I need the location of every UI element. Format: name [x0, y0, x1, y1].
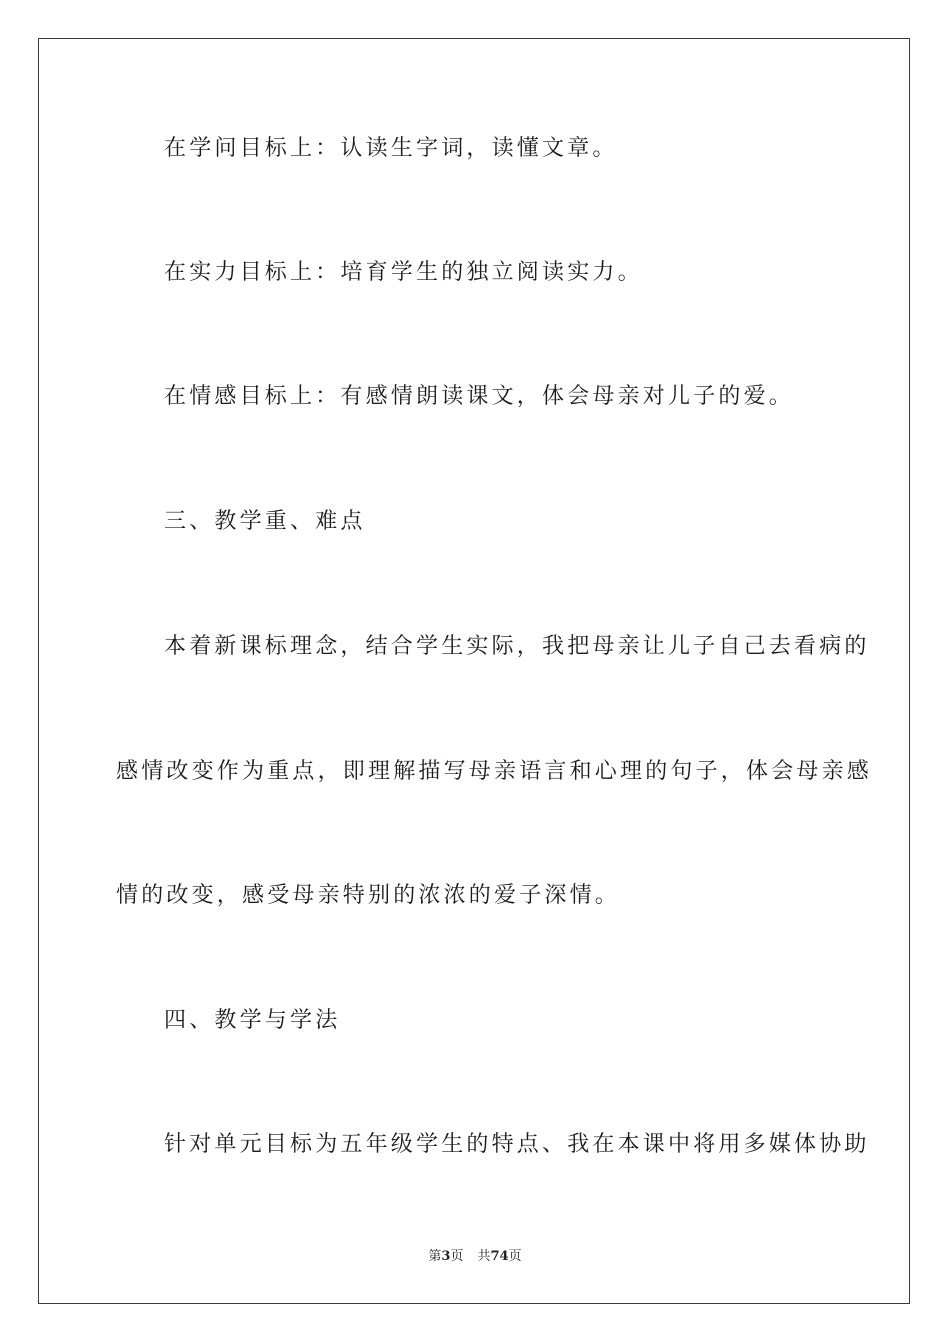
page-footer	[0, 1248, 950, 1266]
paragraph-key-points-line-3: 情的改变，感受母亲特别的浓浓的爱子深情。	[116, 883, 621, 908]
footer-page-number: 3	[441, 1249, 451, 1264]
footer-total-suffix: 页	[508, 1249, 522, 1264]
section-heading-teaching-methods: 四、教学与学法	[164, 1008, 341, 1033]
section-heading-key-points: 三、教学重、难点	[164, 509, 366, 534]
paragraph-key-points-line-1: 本着新课标理念，结合学生实际，我把母亲让儿子自己去看病的	[164, 634, 870, 659]
paragraph-knowledge-goal: 在学问目标上：认读生字词，读懂文章。	[164, 136, 618, 161]
paragraph-emotion-goal: 在情感目标上：有感情朗读课文，体会母亲对儿子的爱。	[164, 384, 795, 409]
paragraph-ability-goal: 在实力目标上：培育学生的独立阅读实力。	[164, 260, 643, 285]
footer-page-prefix: 第	[428, 1249, 442, 1264]
footer-total-pages: 74	[490, 1249, 509, 1264]
footer-total-prefix: 共	[477, 1249, 491, 1264]
paragraph-teaching-methods-line-1: 针对单元目标为五年级学生的特点、我在本课中将用多媒体协助	[164, 1132, 870, 1157]
paragraph-key-points-line-2: 感情改变作为重点，即理解描写母亲语言和心理的句子，体会母亲感	[116, 759, 873, 784]
footer-page-suffix: 页	[450, 1249, 464, 1264]
page-border	[38, 38, 910, 1304]
